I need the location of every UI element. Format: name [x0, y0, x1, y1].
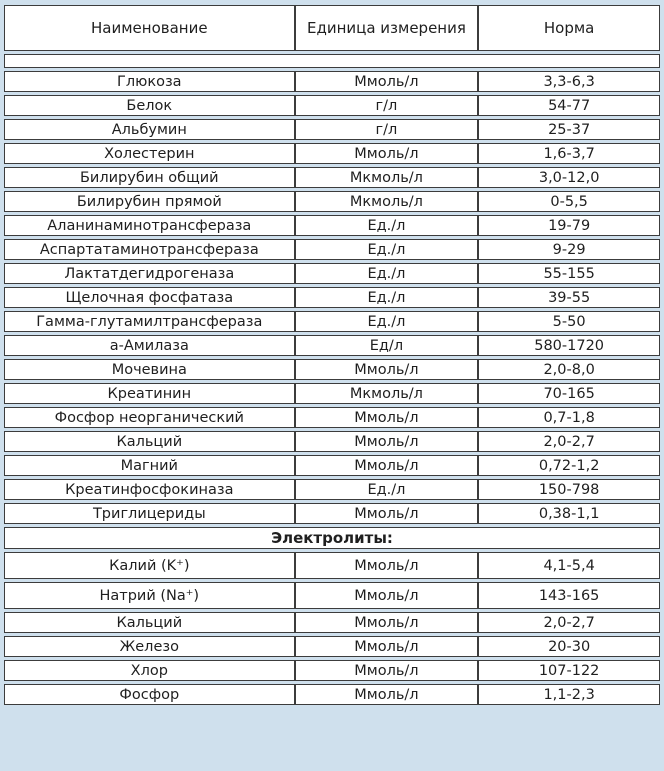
- cell-norm: 54-77: [478, 95, 660, 116]
- cell-norm: 2,0-8,0: [478, 359, 660, 380]
- cell-norm: 25-37: [478, 119, 660, 140]
- cell-norm: 0,38-1,1: [478, 503, 660, 524]
- cell-norm: 107-122: [478, 660, 660, 681]
- table-row: [4, 263, 660, 284]
- table-row: [4, 612, 660, 633]
- table-row: [4, 552, 660, 579]
- cell-name: Холестерин: [4, 143, 295, 164]
- cell-unit: Ммоль/л: [295, 407, 479, 428]
- cell-unit: Ммоль/л: [295, 455, 479, 476]
- cell-unit: Ммоль/л: [295, 71, 479, 92]
- cell-unit: Ед./л: [295, 479, 479, 500]
- cell-name: Альбумин: [4, 119, 295, 140]
- cell-unit: Ед./л: [295, 215, 479, 236]
- table-row: [4, 636, 660, 657]
- cell-unit: Ммоль/л: [295, 612, 479, 633]
- cell-name: Глюкоза: [4, 71, 295, 92]
- cell-norm: 3,0-12,0: [478, 167, 660, 188]
- table-row: [4, 455, 660, 476]
- cell-name: Триглицериды: [4, 503, 295, 524]
- cell-norm: 9-29: [478, 239, 660, 260]
- cell-name: а-Амилаза: [4, 335, 295, 356]
- cell-name: Кальций: [4, 431, 295, 452]
- lab-reference-table: [4, 2, 660, 708]
- cell-name: Аспартатаминотрансфераза: [4, 239, 295, 260]
- table-row: [4, 684, 660, 705]
- cell-unit: Ммоль/л: [295, 359, 479, 380]
- cell-norm: 3,3-6,3: [478, 71, 660, 92]
- table-row: [4, 582, 660, 609]
- cell-unit: Ммоль/л: [295, 143, 479, 164]
- table-row: [4, 119, 660, 140]
- cell-unit: г/л: [295, 95, 479, 116]
- cell-unit: Ммоль/л: [295, 552, 479, 579]
- table-row: [4, 143, 660, 164]
- table-row: [4, 287, 660, 308]
- cell-unit: Ммоль/л: [295, 431, 479, 452]
- cell-norm: 580-1720: [478, 335, 660, 356]
- cell-name: Белок: [4, 95, 295, 116]
- cell-unit: Ед./л: [295, 311, 479, 332]
- table-row: [4, 383, 660, 404]
- cell-name: Фосфор неорганический: [4, 407, 295, 428]
- cell-norm: 55-155: [478, 263, 660, 284]
- column-header-name: Наименование: [4, 5, 295, 51]
- spacer-row: [4, 54, 660, 68]
- cell-name: Хлор: [4, 660, 295, 681]
- table-row: [4, 335, 660, 356]
- cell-norm: 0,7-1,8: [478, 407, 660, 428]
- cell-norm: 2,0-2,7: [478, 612, 660, 633]
- cell-unit: Ед/л: [295, 335, 479, 356]
- cell-unit: Мкмоль/л: [295, 191, 479, 212]
- table-row: [4, 660, 660, 681]
- table-row: [4, 191, 660, 212]
- cell-name: Магний: [4, 455, 295, 476]
- table-body: [4, 54, 660, 705]
- empty-cell: [4, 54, 660, 68]
- table-row: [4, 407, 660, 428]
- cell-name: Креатинин: [4, 383, 295, 404]
- cell-unit: Ед./л: [295, 239, 479, 260]
- table-row: [4, 215, 660, 236]
- cell-unit: Мкмоль/л: [295, 383, 479, 404]
- cell-name: Натрий (Na⁺): [4, 582, 295, 609]
- table-row: [4, 239, 660, 260]
- cell-unit: Ммоль/л: [295, 582, 479, 609]
- section-label: Электролиты:: [4, 527, 660, 549]
- cell-unit: Ммоль/л: [295, 636, 479, 657]
- section-row: [4, 527, 660, 549]
- table-row: [4, 71, 660, 92]
- cell-name: Щелочная фосфатаза: [4, 287, 295, 308]
- cell-name: Железо: [4, 636, 295, 657]
- table-header: [4, 5, 660, 51]
- column-header-norm: Норма: [478, 5, 660, 51]
- cell-unit: Ммоль/л: [295, 660, 479, 681]
- cell-unit: Ммоль/л: [295, 503, 479, 524]
- cell-name: Фосфор: [4, 684, 295, 705]
- cell-name: Калий (K⁺): [4, 552, 295, 579]
- column-header-unit: Единица измерения: [295, 5, 479, 51]
- cell-norm: 143-165: [478, 582, 660, 609]
- cell-norm: 1,6-3,7: [478, 143, 660, 164]
- table-row: [4, 311, 660, 332]
- cell-name: Мочевина: [4, 359, 295, 380]
- cell-name: Билирубин общий: [4, 167, 295, 188]
- cell-norm: 1,1-2,3: [478, 684, 660, 705]
- cell-norm: 0,72-1,2: [478, 455, 660, 476]
- table-row: [4, 95, 660, 116]
- cell-name: Аланинаминотрансфераза: [4, 215, 295, 236]
- cell-unit: Ед./л: [295, 263, 479, 284]
- cell-norm: 150-798: [478, 479, 660, 500]
- cell-norm: 19-79: [478, 215, 660, 236]
- cell-unit: Ед./л: [295, 287, 479, 308]
- header-row: [4, 5, 660, 51]
- cell-norm: 5-50: [478, 311, 660, 332]
- cell-norm: 39-55: [478, 287, 660, 308]
- cell-unit: г/л: [295, 119, 479, 140]
- cell-norm: 4,1-5,4: [478, 552, 660, 579]
- table-row: [4, 359, 660, 380]
- cell-name: Билирубин прямой: [4, 191, 295, 212]
- cell-name: Лактатдегидрогеназа: [4, 263, 295, 284]
- table-row: [4, 167, 660, 188]
- table-row: [4, 431, 660, 452]
- cell-norm: 70-165: [478, 383, 660, 404]
- cell-name: Кальций: [4, 612, 295, 633]
- table-row: [4, 479, 660, 500]
- cell-norm: 2,0-2,7: [478, 431, 660, 452]
- cell-unit: Ммоль/л: [295, 684, 479, 705]
- cell-unit: Мкмоль/л: [295, 167, 479, 188]
- table-row: [4, 503, 660, 524]
- cell-name: Креатинфосфокиназа: [4, 479, 295, 500]
- cell-name: Гамма-глутамилтрансфераза: [4, 311, 295, 332]
- cell-norm: 0-5,5: [478, 191, 660, 212]
- cell-norm: 20-30: [478, 636, 660, 657]
